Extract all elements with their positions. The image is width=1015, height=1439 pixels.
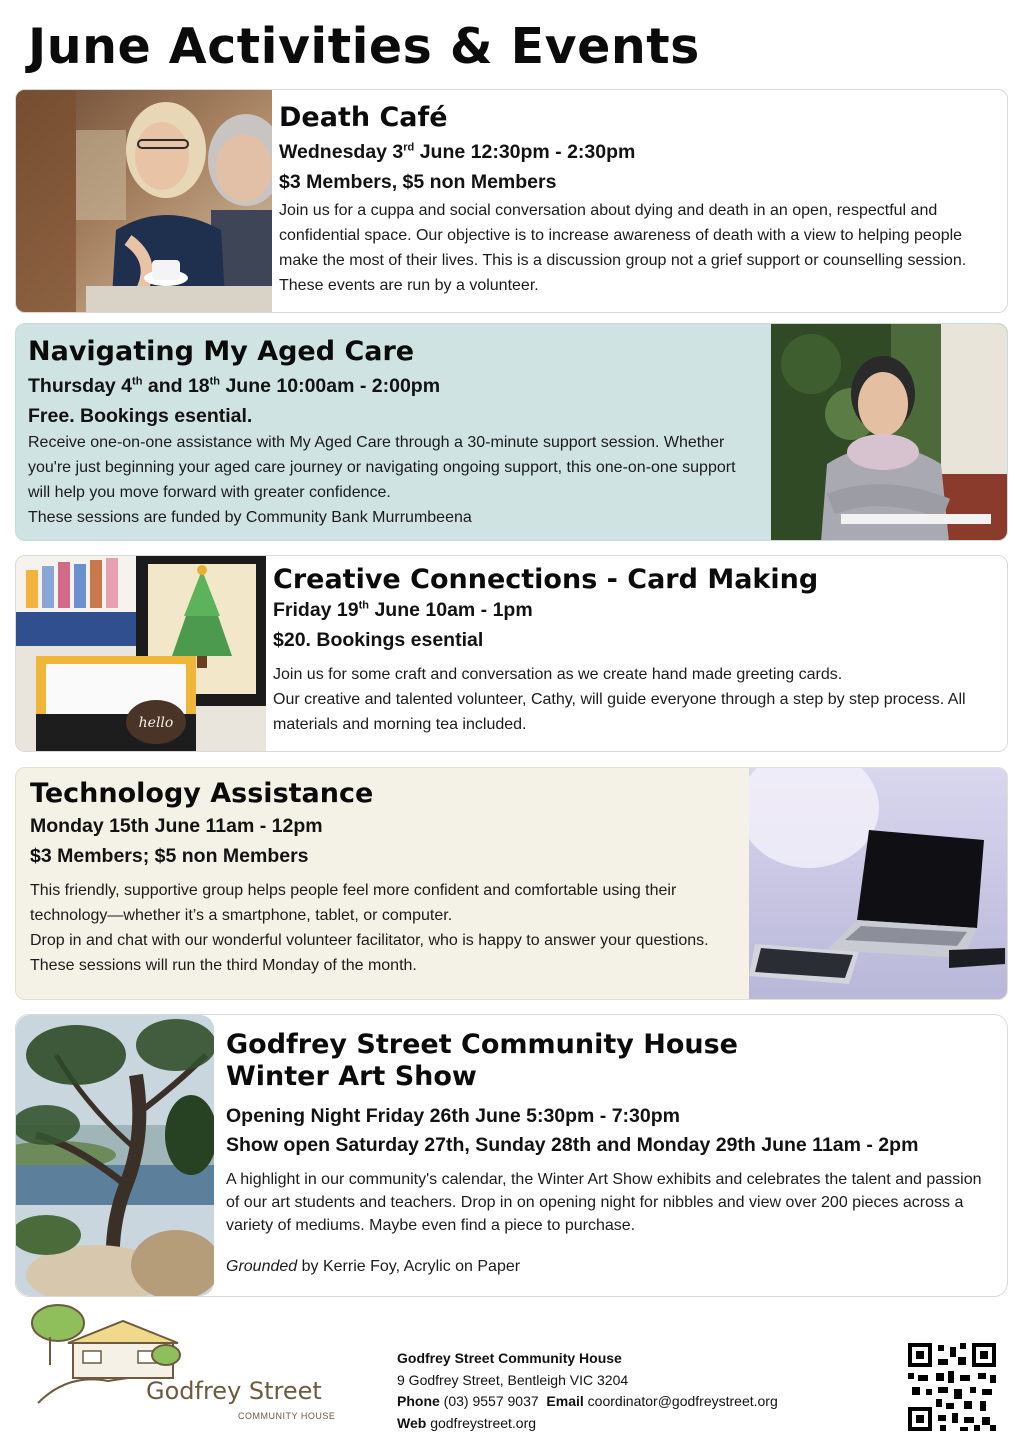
technology-price: $3 Members; $5 non Members	[30, 844, 309, 867]
technology-title: Technology Assistance	[30, 778, 374, 809]
card-making-title: Creative Connections - Card Making	[273, 564, 819, 595]
card-making-text	[273, 564, 993, 738]
event-card-death-cafe	[15, 89, 1008, 313]
event-card-art-show	[15, 1014, 1008, 1297]
footer-web-link[interactable]: godfreystreet.org	[430, 1415, 537, 1432]
technology-description: This friendly, supportive group helps people feel more confident and comfortable using their technology—whether it’s a smartphone, tablet, or computer. Drop in and chat with our wonderful volunteer facilitator, who is happy to answer your questions. These sessions will run the third Monday of the month.	[30, 881, 709, 974]
death-cafe-title: Death Café	[279, 102, 448, 133]
death-cafe-photo	[16, 90, 272, 312]
art-show-text	[226, 1029, 996, 1280]
art-show-title-line2: Winter Art Show	[226, 1061, 477, 1093]
art-show-opening-night: Opening Night Friday 26th June 5:30pm - 7:30pm	[226, 1104, 680, 1127]
logo-subtitle: COMMUNITY HOUSE	[238, 1411, 336, 1421]
death-cafe-price: $3 Members, $5 non Members	[279, 170, 557, 193]
card-making-photo	[16, 556, 266, 751]
death-cafe-text	[279, 102, 999, 299]
event-card-card-making	[15, 555, 1008, 752]
card-making-date: Friday 19th June 10am - 1pm	[273, 599, 533, 622]
aged-care-title: Navigating My Aged Care	[28, 336, 415, 367]
house-logo-icon	[28, 1303, 358, 1428]
technology-photo	[749, 768, 1007, 999]
page-title: June Activities & Events	[28, 18, 700, 75]
aged-care-photo	[771, 324, 1007, 540]
art-show-title-line1: Godfrey Street Community House	[226, 1029, 738, 1060]
card-making-price: $20. Bookings esential	[273, 628, 484, 651]
footer-address: 9 Godfrey Street, Bentleigh VIC 3204	[397, 1371, 629, 1388]
card-making-description: Join us for some craft and conversation as we create hand made greeting cards. Our creative and talented volunteer, Cathy, will guide everyone through a step by step process. All materials and morning tea included.	[273, 665, 966, 733]
death-cafe-date: Wednesday 3rd June 12:30pm - 2:30pm	[279, 141, 636, 164]
aged-care-date: Thursday 4th and 18th June 10:00am - 2:00pm	[28, 375, 441, 398]
art-show-open-days: Show open Saturday 27th, Sunday 28th and Monday 29th June 11am - 2pm	[226, 1134, 919, 1157]
aged-care-price: Free. Bookings esential.	[28, 404, 253, 427]
aged-care-description: Receive one-on-one assistance with My Aged Care through a 30-minute support session. Whether you're just beginning your aged care journey or navigating ongoing support, this one-on-one support will help you move forward with greater confidence. These sessions are funded by Community Bank Murrumbeena	[28, 433, 736, 526]
footer-logo	[28, 1303, 358, 1428]
footer-email-link[interactable]: coordinator@godfreystreet.org	[587, 1393, 778, 1410]
logo-name: Godfrey Street	[146, 1377, 322, 1405]
event-card-technology	[15, 767, 1008, 1000]
technology-date: Monday 15th June 11am - 12pm	[30, 815, 323, 838]
art-show-painting	[16, 1015, 214, 1296]
footer-contact	[397, 1348, 778, 1435]
technology-text	[30, 778, 745, 979]
svg-text:hello: hello	[138, 715, 174, 731]
footer-web: Web godfreystreet.org	[397, 1415, 537, 1432]
aged-care-text	[28, 336, 758, 531]
footer-org: Godfrey Street Community House	[397, 1350, 622, 1366]
qr-code-icon[interactable]	[908, 1343, 996, 1431]
art-show-credit: Grounded by Kerrie Foy, Acrylic on Paper	[226, 1258, 521, 1276]
art-show-description: A highlight in our community's calendar, the Winter Art Show exhibits and celebrates the talent and passion of our art students and teachers. Drop in on opening night for nibbles and view over 200 pieces across a variety of mediums. Maybe even find a piece to purchase.	[226, 1171, 982, 1235]
death-cafe-description: Join us for a cuppa and social conversation about dying and death in an open, respectful and confidential space. Our objective is to increase awareness of death with a view to helping people make the most of their lives. This is a discussion group not a grief support or counselling session. These events are run by a volunteer.	[279, 201, 967, 294]
event-card-aged-care	[15, 323, 1008, 541]
footer-phone-email: Phone (03) 9557 9037 Email coordinator@godfreystreet.org	[397, 1393, 778, 1410]
